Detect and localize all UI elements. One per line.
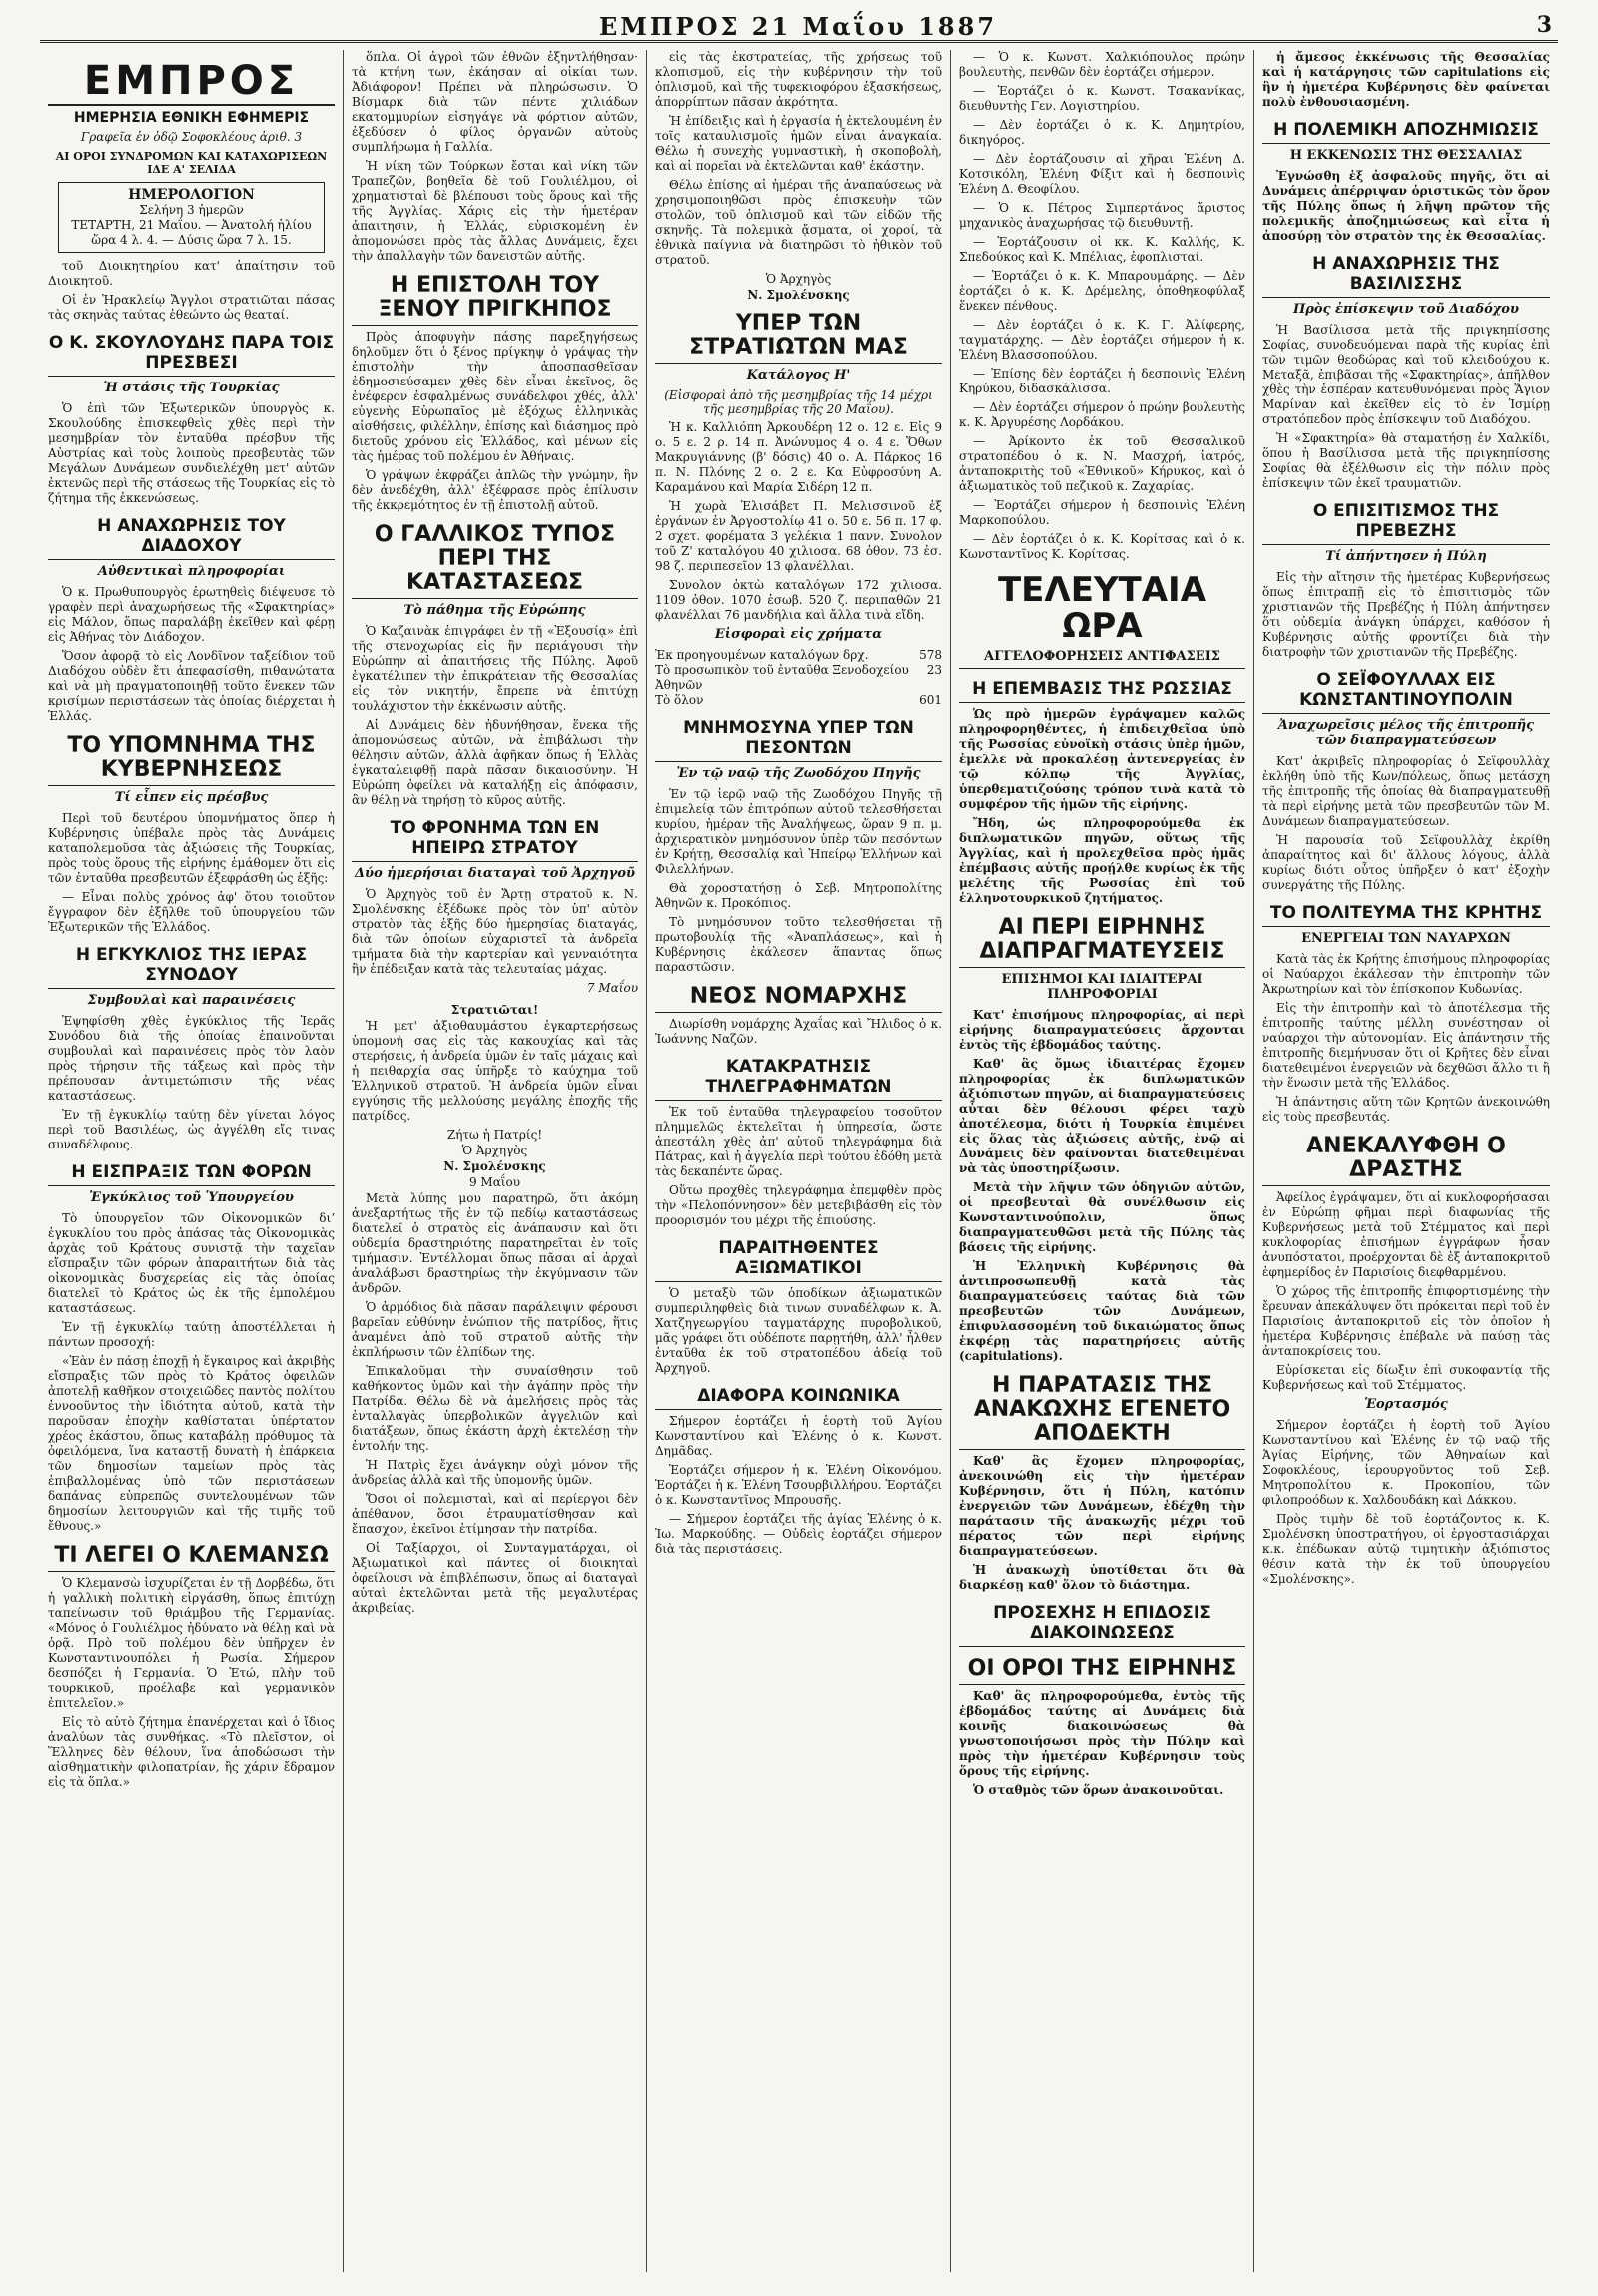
page-number: 3 [1536,12,1552,38]
article-text: Ὁ κ. Πρωθυπουργὸς ἐρωτηθεὶς διέψευσε τὸ γραφὲν περὶ ἀναχωρήσεως τῆς «Σφακτηρίας» εἰς Μάλον, ὅπως παραλάβῃ ἐκεῖθεν καὶ φέρῃ εἰς Ἀθήνας τὸν Διάδοχον. [48,585,335,644]
article-text: Ἐν τῇ ἐγκυκλίῳ ταύτῃ δὲν γίνεται λόγος περὶ τοῦ Βασιλέως, ὡς ἀγγέλθη εἴς τινας συναδέλφους. [48,1108,335,1151]
article-text: Σήμερον ἑορτάζει ἡ ἑορτὴ τοῦ Ἁγίου Κωνσταντίνου καὶ Ἑλένης ὁ κ. Κωνστ. Δημᾶδας. [655,1414,942,1458]
social-item: — Δὲν ἑορτάζει ὁ κ. Κ. Κορίτσας καὶ ὁ κ. Κωνσταντῖνος Κ. Κορίτσας. [959,532,1245,561]
article-text: Αἱ Δυνάμεις δὲν ἠδυνήθησαν, ἕνεκα τῆς ἀπομονώσεως αὐτῶν, νὰ ἐπιβάλωσι τὴν θέλησιν αὐτῶν, ἀλλὰ ἀφῆκαν ὅπως ἡ Ἑλλὰς ἐγκαταλειφθῇ παρὰ πᾶσαν δικαιοσύνην. Ἡ Εὐρώπη ὀφείλει νὰ καταλήξῃ εἰς ἀπόφασιν, ἂν θέλῃ νὰ τηρήσῃ τὸ κῦρος αὐτῆς. [352,718,638,807]
headline-synod: Η ΕΓΚΥΚΛΙΟΣ ΤΗΣ ΙΕΡΑΣ ΣΥΝΟΔΟΥ [48,945,335,989]
fund-row [655,648,942,663]
headline-clemenceau: ΤΙ ΛΕΓΕΙ Ο ΚΛΕΜΑΝΣΩ [48,1544,335,1572]
subheadline: Συμβουλαὶ καὶ παραινέσεις [87,993,296,1008]
subheadline: Η ΕΚΚΕΝΩΣΙΣ ΤΗΣ ΘΕΣΣΑΛΙΑΣ [1289,148,1523,163]
article-text: Τὸ μνημόσυνον τοῦτο τελεσθήσεται τῇ πρωτοβουλίᾳ τῆς «Ἀναπλάσεως», καὶ ἡ Κυβέρνησις ἐκάλεσεν ἅπαντας ὅπως παραστῶσιν. [655,915,942,974]
order-exclamation: Ζήτω ἡ Πατρίς! [446,1128,543,1142]
subheadline: Ἐγκύκλιος τοῦ Ὑπουργείου [89,1190,294,1205]
article-text: Εὐρίσκεται εἰς δίωξιν ἐπὶ συκοφαντίᾳ τῆς Κυβερνήσεως καὶ τοῦ Στέμματος. [1262,1363,1550,1392]
subheadline: Ἡ στάσις τῆς Τουρκίας [103,381,280,395]
fund-value: 601 [919,693,942,707]
headline-memorial: ΜΝΗΜΟΣΥΝΑ ΥΠΕΡ ΤΩΝ ΠΕΣΟΝΤΩΝ [655,718,942,762]
subheadline: Δύο ἡμερήσιαι διαταγαὶ τοῦ Ἀρχηγοῦ [354,866,636,881]
article-text: — Σήμερον ἑορτάζει τῆς ἁγίας Ἑλένης ὁ κ. Ἰω. Μαρκούδης. — Οὐδεὶς ἑορτάζει σήμερον διὰ τὰς περιστάσεις. [655,1512,942,1556]
article-text: Ὁ σταθμὸς τῶν ὅρων ἀνακοινοῦται. [973,1783,1224,1797]
fund-table [655,648,942,708]
social-item: — Ἐπίσης δὲν ἑορτάζει ἡ δεσποινὶς Ἑλένη Κηρύκου, διδασκάλισσα. [959,367,1245,395]
article-text: Ἑορτάζει σήμερον ἡ κ. Ἑλένη Οἰκονόμου. Ἑορτάζει ἡ κ. Ἑλένη Τσουρβιλλήρου. Ἑορτάζει ὁ κ. Κωνσταντῖνος Μπρουσῆς. [655,1463,942,1507]
article-text: Συνολον ὁκτὼ καταλόγων 172 χιλιοσα. 1109 ὀθον. 1070 ἐσωβ. 520 ζ. περιπαθῶν 21 φλανέλλαι 76 μανδήλια καὶ ἄλλα τινὰ εἴδη. [655,578,942,622]
article-text: Ὁ ἀρμόδιος διὰ πᾶσαν παράλειψιν φέρουσι βαρεῖαν εὐθύνην ἐνώπιον τῆς πατρίδος, ἥτις ἀναμένει ἀπὸ τοῦ στρατοῦ αὐτῆς τὴν ἐκπλήρωσιν τῶν ἐλπίδων της. [352,1300,638,1359]
subheadline: Τί ἀπήντησεν ἡ Πύλη [1325,549,1487,564]
subheadline: Αὐθεντικαὶ πληροφορίαι [97,564,286,579]
subheadline-feast: Ἑορτασμός [1364,1397,1448,1412]
headline-compensation: Η ΠΟΛΕΜΙΚΗ ΑΠΟΖΗΜΙΩΣΙΣ [1262,120,1550,144]
order-salutation [352,1003,638,1017]
article-text: Ἡ χωρὰ Ἐλισάβετ Π. Μελισσινοῦ ἐξ ἐργάνων ἐν Ἀργοστολίῳ 41 ο. 50 ε. 56 π. 17 φ. 2 σχετ. φορέματα 3 γελέκια 1 πανν. Συνολον τοῦ Ζ' καταλόγου 40 χιλιοσα. 68 ὀθον. 73 ἐσ. 98 ζ. περιπεσεῖον 13 φλανέλλαι. [655,499,942,573]
columns-container [40,50,1558,2272]
subheadline: Ἐν τῷ ναῷ τῆς Ζωοδόχου Πηγῆς [676,766,921,781]
subheadline: Κατάλογος Η' [746,368,851,383]
fund-note: (Εἰσφοραὶ ἀπὸ τῆς μεσημβρίας τῆς 14 μέχρι τῆς μεσημβρίας τῆς 20 Μαΐου). [664,388,933,416]
article-text: Περὶ τοῦ δευτέρου ὑπομνήματος ὅπερ ἡ Κυβέρνησις ὑπέβαλε πρὸς τὰς Δυνάμεις καταπολεμοῦσα τὰς ἀξιώσεις τῆς Τουρκίας, πρὸς τοὺς ὅρους τῆς εἰρήνης ἐμάθομεν ὅτι εἰς τῶν ἐνταῦθα πρεσβευτῶν ἐξεφράσθη ὡς ἑξῆς: [48,811,335,885]
social-item: — Ὁ κ. Κωνστ. Χαλκιόπουλος πρώην βουλευτὴς, πενθῶν δὲν ἑορτάζει σήμερον. [959,50,1245,79]
article-text: Θὰ χοροστατήσῃ ὁ Σεβ. Μητροπολίτης Ἀθηνῶν κ. Προκόπιος. [655,881,942,910]
newspaper-address: Γραφεῖα ἐν ὁδῷ Σοφοκλέους ἀριθ. 3 [80,130,303,144]
article-text: Ἐν τῇ ἐγκυκλίῳ ταύτῃ ἀποστέλλεται ἡ πάντων προσοχή: [48,1320,335,1349]
article-text: Ὅσον ἀφορᾷ τὸ εἰς Λονδῖνον ταξείδιον τοῦ Διαδόχου οὐδὲν ἔτι ἀπεφασίσθη, πιθανώτατα καὶ νὰ μὴ πραγματοποιηθῇ τοῦτο ἕνεκεν τῶν κρισίμων περιστάσεων τὰς ὁποίας διέρχεται ἡ Ἑλλάς. [48,649,335,723]
article-text: Μετὰ τὴν λῆψιν τῶν ὁδηγιῶν αὐτῶν, οἱ πρεσβευταὶ θὰ συνέλθωσιν εἰς Κωνσταντινούπολιν, ὅπως διαπραγματευθῶσι μετὰ τῆς Πύλης τὰς βάσεις τῆς εἰρήνης. [959,1180,1245,1254]
social-item: — Δὲν ἑορτάζουσιν αἱ χῆραι Ἑλένη Δ. Κοτσικόλη, Ἑλένη Φίξιτ καὶ ἡ δεσποινὶς Ἑλένη Δ. Θεοφίλου. [959,152,1245,196]
article-text: Καθ' ἃς ὅμως ἰδιαιτέρας ἔχομεν πληροφορίας ἐκ διπλωματικῶν ἀξιόπιστων πηγῶν, αἱ διαπραγματεύσεις αὗται δὲν θέλουσι φέρει ταχὺ ἀποτέλεσμα, διότι ἡ Τουρκία ἐπιμένει εἰς ὅλας τὰς ἀξιώσεις αὐτῆς, ἐνῷ αἱ Δυνάμεις δὲν φαίνονται διατεθειμέναι νὰ τὰς ὑποστηρίξωσιν. [959,1057,1245,1175]
headline-seifoullah: Ο ΣΕΪΦΟΥΛΛΑΧ ΕΙΣ ΚΩΝΣΤΑΝΤΙΝΟΥΠΟΛΙΝ [1262,670,1550,714]
calendar-box [58,182,325,253]
article-text: Καθ' ἃς ἔχομεν πληροφορίας, ἀνεκοινώθη εἰς τὴν ἡμετέραν Κυβέρνησιν, ὅτι ἡ Πύλη, κατόπιν ἐνεργειῶν τῶν Δυνάμεων, ἐδέχθη τὴν παράτασιν τῆς ἀνακωχῆς μέχρι τοῦ πέρατος τῶν περὶ εἰρήνης διαπραγματεύσεων. [959,1454,1245,1558]
fund-row [655,663,942,693]
fund-value: 23 [926,663,942,677]
article-text: Κατ' ἐπισήμους πληροφορίας, αἱ περὶ εἰρήνης διαπραγματεύσεις ἄρχονται ἐντὸς τῆς ἑβδομάδος ταύτης. [959,1008,1245,1052]
article-text: Πρὸς ἀποφυγὴν πάσης παρεξηγήσεως δηλοῦμεν ὅτι ὁ ξένος πρίγκηψ ὁ γράψας τὴν ἐπιστολὴν τὴν ἀποσπασθεῖσαν ἐδημοσιεύσαμεν χθὲς δὲν εἶναι ἐκεῖνος, ὃς ἐνέφερον ἐσφαλμένως συνάδελφοι χθές, ἀλλ' εὐγενὴς Εὐρωπαῖος μὲ ἐξόχως ἑλληνικὰς αἰσθήσεις, φιλέλλην, ἐπίσης καὶ διάσημος πρὸ διετοῦς χρόνου εἰς Ἑλλάδος, καὶ μένων εἰς τὰς ἡμέρας τοῦ πολέμου ἐν Ἀθήναις. [352,330,638,463]
headline-nomarch: ΝΕΟΣ ΝΟΜΑΡΧΗΣ [655,985,942,1013]
subheadline: Ἀναχωρεῖσις μέλος τῆς ἐπιτροπῆς τῶν διαπραγματεύσεων [1277,718,1535,748]
headline-taxes: Η ΕΙΣΠΡΑΞΙΣ ΤΩΝ ΦΟΡΩΝ [48,1162,335,1186]
headline-telegraph: ΚΑΤΑΚΡΑΤΗΣΙΣ ΤΗΛΕΓΡΑΦΗΜΑΤΩΝ [655,1057,942,1101]
newspaper-logo: ΕΜΠΡΟΣ [48,58,335,106]
article-text: Ἤδη, ὡς πληροφορούμεθα ἐκ διπλωματικῶν πηγῶν, οὕτως τῆς Ἀγγλίας, καὶ ἡ προλεχθεῖσα πρὸς ἡμᾶς ἐπέμβασις αὐτῆς προῄλθε κυρίως ἐκ τῆς μελέτης τῆς Ρωσσίας ἐπὶ τοῦ ἑλληνοτουρκικοῦ ζητήματος. [959,816,1245,905]
article-text: — Εἶναι πολὺς χρόνος ἀφ' ὅτου τοιοῦτον ἔγγραφον δὲν ἐξῆλθε τοῦ ὑπουργείου τῶν Ἐξωτερικῶν τῆς Ἑλλάδος. [48,890,335,934]
subheadline-money: Εἰσφοραὶ εἰς χρήματα [714,627,883,642]
headline-last-hour: ΤΕΛΕΥΤΑΙΑ ΩΡΑ [997,570,1207,646]
column-5 [1254,50,1558,2272]
subheadline: Τὸ πάθημα τῆς Εὐρώπης [403,603,586,618]
social-item: — Ἑορτάζει ὁ κ. Κ. Μπαρουμάρης. — Δὲν ἑορτάζει ὁ κ. Κ. Δρέμελης, ὁποθηκοφύλαξ ἕνεκεν πένθους. [959,269,1245,313]
social-item: — Δὲν ἑορτάζει σήμερον ὁ πρώην βουλευτὴς κ. Κ. Ἀργυρέσης Λορδάκου. [959,400,1245,429]
article-text: Ὁ χώρος τῆς ἐπιτροπῆς ἐπιφορτισμένης τὴν ἔρευναν ἀπεκάλυψεν ὅτι πρόκειται περὶ τοῦ ἐν Παρισίοις ἀνταποκριτοῦ εἰς τὸν ὁποῖον ἡ ἡμετέρα Κυβέρνησις ἐπέβαλε νὰ παύσῃ τὰς ἀνταποκρίσεις του. [1262,1284,1550,1358]
headline-preveza: Ο ΕΠΙΣΙΤΙΣΜΟΣ ΤΗΣ ΠΡΕΒΕΖΗΣ [1262,501,1550,545]
masthead [40,10,1558,43]
article-text: Τὸ ὑπουργεῖον τῶν Οἰκονομικῶν διʼ ἐγκυκλίου του πρὸς ἁπάσας τὰς Οἰκονομικὰς ἀρχὰς τοῦ Κράτους συνιστᾷ τὴν ταχεῖαν εἴσπραξιν τῶν φόρων ἀπαραιτήτων διὰ τὰς οἰκονομικὰς δυσχερείας εἰς τὰς ὁποίας διατελεῖ τὸ Κράτος ὡς ἐκ τῆς ἐμπολέμου καταστάσεως. [48,1211,335,1315]
column-2 [344,50,647,2272]
social-item: — Δὲν ἑορτάζει ὁ κ. Κ. Δημητρίου, δικηγόρος. [959,118,1245,147]
article-text: Ἡ μετ' ἀξιοθαυμάστου ἐγκαρτερήσεως ὑπομονὴ σας εἰς τὰς κακουχίας καὶ τὰς στερήσεις, ἡ ἀνδρεία ὑμῶν ἐν ταῖς μάχαις καὶ ἡ πειθαρχία σας ὑπῆρξε τὸ καύχημα τοῦ Ἑλληνικοῦ στρατοῦ. Ἡ ἀνδρεία ὑμῶν εἶναι εγγύησις τῆς μελλούσης μεγάλης ἐποχῆς τῆς πατρίδος. [352,1019,638,1123]
social-item: — Ἑορτάζει σήμερον ἡ δεσποινὶς Ἑλένη Μαρκοπούλου. [959,498,1245,527]
headline-notification: ΠΡΟΣΕΧΗΣ Η ΕΠΙΔΟΣΙΣ ΔΙΑΚΟΙΝΩΣΕΩΣ [959,1603,1245,1647]
social-item: — Ἑορτάζει ὁ κ. Κωνστ. Τσακανίκας, διευθυντὴς Γεν. Λογιστηρίου. [959,84,1245,113]
article-text: Σήμερον ἑορτάζει ἡ ἑορτὴ τοῦ Ἁγίου Κωνσταντίνου καὶ Ἑλένης ἐν τῷ ναῷ τῆς Ἁγίας Εἰρήνης, τῶν Ἀθηναίων καὶ Σοφοκλέους, ἱερουργοῦντος τοῦ Σεβ. Μητροπολίτου κ. Προκοπίου, τῶν φιλοπροόδων κ. Χαλδουδάκη καὶ Δάκκου. [1262,1418,1550,1507]
headline-armistice: Η ΠΑΡΑΤΑΣΙΣ ΤΗΣ ΑΝΑΚΩΧΗΣ ΕΓΕΝΕΤΟ ΑΠΟΔΕΚΤΗ [959,1374,1245,1450]
fund-value: 578 [919,648,942,662]
article-text: Ἐπικαλοῦμαι τὴν συναίσθησιν τοῦ καθήκοντος ὑμῶν καὶ τὴν ἀγάπην πρὸς τὴν Πατρίδα. Θέλω δὲ νὰ ἀμελήσεις πρὸς τὰς ἐνταλλαγὰς ὑπερβολικῶν ἀγγελιῶν καὶ διατάξεων, ὅπως ἐκάστη ἀρχὴ ἐκτελέσῃ τὴν ἐντολήν της. [352,1364,638,1453]
article-text: τοῦ Διοικητηρίου κατ' ἀπαίτησιν τοῦ Διοικητοῦ. [48,259,335,288]
order-date: 9 Μαΐου [468,1175,521,1189]
headline-culprit: ΑΝΕΚΑΛΥΦΘΗ Ο ΔΡΑΣΤΗΣ [1262,1135,1550,1186]
column-3 [647,50,951,2272]
article-text: Μετὰ λύπης μου παρατηρῶ, ὅτι ἀκόμη ἀνεξαρτήτως τῆς ἐν τῷ πεδίῳ καταστάσεως διατελεῖ ὁ στρατὸς εἰς ἀνάπαυσιν καὶ ὅτι οὐδεμία δραστηριότης παρατηρεῖται ἐν τοῖς τμήμασιν. Ἐντέλλομαι ὅπως πᾶσαι αἱ ἀρχαὶ ἀναλάβωσι δραστηρίως τὴν ἐκγύμνασιν τῶν ἀνδρῶν. [352,1191,638,1295]
subscription-note: ΑΙ ΟΡΟΙ ΣΥΝΔΡΟΜΩΝ ΚΑΙ ΚΑΤΑΧΩΡΙΣΕΩΝ ΙΔΕ Α' ΣΕΛΙΔΑ [55,150,328,176]
article-text: Εἰς τὴν αἴτησιν τῆς ἡμετέρας Κυβερνήσεως ὅπως ἐπιτραπῇ εἰς τὸ ἐπισιτισμὸς τῶν χριστιανῶν τῆς Πρεβέζης ἡ Πύλη ἀπήντησεν ὅτι οὐδεμία ἀνάγκη ὑπάρχει, καθόσον ἡ Κυβέρνησις αὐτῆς φροντίζει διὰ τὴν διατροφὴν τῶν χριστιανῶν τῆς Πρεβέζης. [1262,570,1550,659]
subheadline: Τί εἶπεν εἰς πρέσβυς [114,790,269,805]
article-text: Ἡ ἀνακωχὴ ὑποτίθεται ὅτι θὰ διαρκέσῃ καθ' ὅλον τὸ διάστημα. [959,1563,1245,1592]
article-text: «Ἐὰν ἐν πάσῃ ἐποχῇ ἡ ἔγκαιρος καὶ ἀκριβὴς εἴσπραξις τῶν πρὸς τὸ Κράτος ὀφειλῶν ἀποτελῇ καθῆκον στοιχειῶδες παντὸς πολίτου ἐννοοῦντος τὴν ἰδιότητα αὐτοῦ, κατὰ τὴν παροῦσαν ἐποχὴν καθίσταται ὑπέρτατον χρέος ἑκάστου, ὅπως καταβάλῃ πρόθυμος τὰ ὀφειλόμενα, ἵνα καταστῇ δυνατὴ ἡ ἐπάρκεια τῶν δημοσίων ταμείων πρὸς τὰς ἐπιβαλλομένας ὑπὸ τῶν περιστάσεων δαπάνας εὐπρεπῶς συντελουμένων τῶν δημοσίων λειτουργιῶν καὶ τῆς τιμῆς τοῦ ἔθνους.» [48,1354,335,1533]
headline-social: ΔΙΑΦΟΡΑ ΚΟΙΝΩΝΙΚΑ [655,1386,942,1410]
article-text: Οἱ Ταξίαρχοι, οἱ Συνταγματάρχαι, οἱ Ἀξιωματικοὶ καὶ πάντες οἱ διοικηταὶ ὀφείλουσι νὰ ἐπιβλέπωσιν, ὅπως αἱ διαταγαὶ αὐταὶ ἐκτελῶνται μετὰ τῆς μεγαλυτέρας ἀκριβείας. [352,1541,638,1615]
signature-name-text: Ν. Σμολένσκης [747,288,850,302]
headline-crete: ΤΟ ΠΟΛΙΤΕΥΜΑ ΤΗΣ ΚΡΗΤΗΣ [1262,903,1550,927]
article-text: Ἡ Πατρὶς ἔχει ἀνάγκην οὐχὶ μόνον τῆς ἀνδρείας ἀλλὰ καὶ τῆς ὑπομονῆς ὑμῶν. [352,1458,638,1487]
salutation-text: Στρατιῶται! [450,1003,539,1017]
article-text: Ἡ ἐπίδειξις καὶ ἡ ἐργασία ἡ ἐκτελουμένη ἐν τοῖς καταυλισμοῖς ἡμῶν εἶναι ἀναγκαία. Θέλω ἡ συνεχὴς γυμναστικὴ, ἡ σκοποβολὴ, καὶ αἱ πορεῖαι νὰ ἐκτελῶνται καθ' ἑκάστην. [655,114,942,173]
calendar-sun: ΤΕΤΑΡΤΗ, 21 Μαΐου. — Ἀνατολή ἡλίου ὥρα 4 λ. 4. — Δύσις ὥρα 7 λ. 15. [71,218,312,247]
headline-memorandum: ΤΟ ΥΠΟΜΝΗΜΑ ΤΗΣ ΚΥΒΕΡΝΗΣΕΩΣ [48,734,335,786]
order-date: 7 Μαΐου [586,981,638,995]
article-text: Ὁ Ἀρχηγὸς τοῦ ἐν Ἄρτῃ στρατοῦ κ. Ν. Σμολένσκης ἐξέδωκε πρὸς τὸν ὑπ' αὐτὸν στρατὸν τὰς ἑξῆς δύο ἡμερησίας διαταγάς, διὰ τῶν ὁποίων εὐχαριστεῖ τὰ ἀνδρεῖα τμήματα διὰ τὴν καρτερίαν καὶ γενναιότητα ἣν ἐπέδειξαν κατὰ τὰς τελευταίας μάχας. [352,887,638,976]
headline-minister: Ο Κ. ΣΚΟΥΛΟΥΔΗΣ ΠΑΡΑ ΤΟΙΣ ΠΡΕΣΒΕΣΙ [48,333,335,377]
article-text: Ὁ Καζαινὰκ ἐπιγράφει ἐν τῇ «Ἐξουσίᾳ» ἐπὶ τῆς στενοχωρίας εἰς ἣν περιάγουσι τὴν Εὐρώπην αἱ ἀπαιτήσεις τῆς Πύλης. Ἀφοῦ ἐγκατέλιπεν τὴν ἐπικράτειαν τῆς Θεσσαλίας εἰς τὸν νικητήν, ἔπρεπε νὰ ἐπιτύχῃ τουλάχιστον τὴν ἐκκένωσιν αὐτῆς. [352,624,638,713]
article-text: Ὁ μεταξὺ τῶν ὁποδίκων ἀξιωματικῶν συμπεριληφθεὶς διὰ τινων συναδέλφων κ. Ἀ. Χατζηγεωργίου ταγματάρχης πυροβολικοῦ, μᾶς γράφει ὅτι οὐδέποτε παρῃτήθη, ἀλλ' ἦλθεν ἐνταῦθα ἐκ τοῦ στρατοπέδου ἀδείᾳ τοῦ Ἀρχηγοῦ. [655,1286,942,1375]
headline-queen-departure: Η ΑΝΑΧΩΡΗΣΙΣ ΤΗΣ ΒΑΣΙΛΙΣΣΗΣ [1262,254,1550,298]
signature-title: Ὁ Ἀρχηγὸς [765,272,832,286]
newspaper-date-header: ΕΜΠΡΟΣ 21 Μαΐου 1887 [599,12,998,41]
headline-french-press: Ο ΓΑΛΛΙΚΟΣ ΤΥΠΟΣ ΠΕΡΙ ΤΗΣ ΚΑΤΑΣΤΑΣΕΩΣ [352,523,638,599]
subheadline: ΕΠΙΣΗΜΟΙ ΚΑΙ ΙΔΙΑΙΤΕΡΑΙ ΠΛΗΡΟΦΟΡΙΑΙ [1001,972,1203,1002]
headline-officers: ΠΑΡΑΙΤΗΘΕΝΤΕΣ ΑΞΙΩΜΑΤΙΚΟΙ [655,1238,942,1282]
article-text: Ἡ «Σφακτηρία» θὰ σταματήσῃ ἐν Χαλκίδι, ὅπου ἡ Βασίλισσα μετὰ τῆς πριγκηπίσσης Σοφίας θὰ ἐξέλθωσιν εἰς τὴν πόλιν πρὸς ἐπίσκεψιν τῶν ἐκεῖ τραυματιῶν. [1262,431,1550,490]
article-text: Ἐν τῷ ἱερῷ ναῷ τῆς Ζωοδόχου Πηγῆς τῇ ἐπιμελείᾳ τῶν ἐπιτρόπων αὐτοῦ τελεσθήσεται κυρίου, ἡμέραν τῆς Ἀναλήψεως, ὥραν 9 π. μ. ἀρχιερατικὸν μνημόσυνον ὑπὲρ τῶν πεσόντων ἐν Κρήτῃ, Θεσσαλίᾳ καὶ Ἠπείρῳ Ἑλλήνων καὶ Φιλελλήνων. [655,787,942,876]
article-text: Ἐγνώσθη ἐξ ἀσφαλοῦς πηγῆς, ὅτι αἱ Δυνάμεις ἀπέρριψαν ὁριστικῶς τὸν ὅρον τῆς Πύλης ὅπως ἡ λῆψη πρῶτον τῆς πολεμικῆς ἀποζημιώσεως καὶ εἶτα ἡ ἀποσύρῃ τὸν στρατὸν της ἐκ Θεσσαλίας. [1262,169,1550,243]
subheadline: ΑΓΓΕΛΟΦΟΡΗΣΕΙΣ ΑΝΤΙΦΑΣΕΙΣ [959,649,1245,669]
headline-peace-talks: ΑΙ ΠΕΡΙ ΕΙΡΗΝΗΣ ΔΙΑΠΡΑΓΜΑΤΕΥΣΕΙΣ [959,916,1245,968]
article-text: Ὡς πρὸ ἡμερῶν ἐγράψαμεν καλῶς πληροφορηθέντες, ἡ ἐπιδειχθεῖσα ὑπὸ τῆς Ρωσσίας εὐνοϊκὴ στάσις ὑπὲρ ἡμῶν, ἐμελλε νὰ προκαλέσῃ ἀντενεργείας ἐν τῷ κόλπῳ τῆς Ἀγγλίας, ὑπερθεματιζούσης τρόπον τινὰ κατὰ τὸ συμφέρον τῆς ἡμῶν τῆς εἰρήνης. [959,707,1245,811]
signature-name-text: Ν. Σμολένσκης [443,1159,546,1173]
fund-row [655,693,942,708]
article-text: Ἡ Βασίλισσα μετὰ τῆς πριγκηπίσσης Σοφίας, συνοδευόμεναι παρὰ τῆς κυρίας ἐπὶ τῶν τιμῶν θεοδώρας καὶ τοῦ κλειδούχου κ. Μεταξᾶ, ἐπιβᾶσαι τῆς «Σφακτηρίας», ἀπῆλθον χθὲς τὴν ἑσπέραν κατευθυνόμεναι πρὸς Ἅγιον Μαρίναν καὶ ἐκεῖθεν εἰς τὸ ἐν Ἰσμίρῃ στρατόπεδον πρὸς ἐπίσκεψιν τοῦ Διαδόχου. [1262,323,1550,426]
calendar-title: ΗΜΕΡΟΛΟΓΙΟΝ [128,187,255,203]
article-text: Ὁ γράψων ἐκφράζει ἁπλῶς τὴν γνώμην, ἣν δὲν ἀνεδέχθη, ἀλλ' ἐξέφρασε πρὸς ἐπίλυσιν τῆς ἐκκρεμότητος ἐν τῇ ἐπιστολῇ αὐτοῦ. [352,468,638,512]
article-text: Ὁ Κλεμανσὼ ἰσχυρίζεται ἐν τῇ Δορβέδω, ὅτι ἡ γαλλικὴ πολιτικὴ εἰργάσθη, ὅπως ἐπιτύχῃ ταπείνωσιν τοῦ θριάμβου τῆς Γερμανίας. «Μόνος ὁ Γουλιέλμος ἠδύνατο νὰ θέλῃ καὶ νὰ ὁρᾷ. Πρὸ τοῦ πολέμου δὲν ὑπῆρχεν ἐν Κωνσταντινουπόλει ἡ Ρωσία. Σήμερον δεσπόζει ἡ Γερμανία. Ὁ Ἑτώ, πλὴν τοῦ τουρκικοῦ, προέλαβε καὶ γερμανικὸν ἐπιτελεῖον.» [48,1576,335,1710]
article-text: ὅπλα. Οἱ ἀγροὶ τῶν ἐθνῶν ἐξηντλήθησαν· τὰ κτήνη των, ἐκάησαν αἱ οἰκίαι των. Ἀδιάφορον! Πρέπει νὰ πληρώσωσιν. Ὁ Βίσμαρκ διὰ τῶν πέντε χιλιάδων εκατομμυρίων εἰσηγάγε νὰ φόρτιον αὐτῶν, ἐξεδύσεν ὁ φίλος ὀργανῶν αὐτοὺς συμπλήρωμα ἡ Γαλλία. [352,50,638,154]
social-item: — Ἑορτάζουσιν οἱ κκ. Κ. Καλλής, Κ. Σπεδούκος καὶ Κ. Μπέλιας, ἐφοπλισταί. [959,235,1245,264]
headline-letter: Η ΕΠΙΣΤΟΛΗ ΤΟΥ ΞΕΝΟΥ ΠΡΙΓΚΗΠΟΣ [352,274,638,326]
article-text: Ἡ παρουσία τοῦ Σεϊφουλλὰχ ἐκρίθη ἀπαραίτητος καὶ δι' ἄλλους λόγους, ἀλλὰ κυρίως διότι οὗτος ὑπῆρξεν ὁ κατ' ἐξοχὴν συνεργάτης τῆς Πύλης. [1262,833,1550,892]
article-text: Πρὸς τιμὴν δὲ τοῦ ἑορτάζοντος κ. Κ. Σμολένσκη ὑποστρατήγου, οἱ ἐργοστασιάρχαι κ.κ. ἐπέδωκαν αὐτῷ τιμητικὴν ἀξιόπιστος θέσιν κατὰ τὴν ἐκ τοῦ ὑπουργείου «Σμολένσκης». [1262,1512,1550,1586]
article-text: Ἐψηφίσθη χθὲς ἐγκύκλιος τῆς Ἱερᾶς Συνόδου διὰ τῆς ὁποίας ἐπαινοῦνται συμβουλαὶ καὶ παραινέσεις πρὸς τὸν λαὸν πρὸς τήρησιν τῆς τάξεως καὶ πρὸς τὴν πρέπουσαν ἀντιμετώπισιν τῆς νέας καταστάσεως. [48,1014,335,1103]
article-text: Ἀφείλος ἐγράψαμεν, ὅτι αἱ κυκλοφορήσασαι ἐν Εὐρώπῃ φῆμαι περὶ διαφωνίας τῆς Κυβερνήσεως μετὰ τοῦ Στέμματος καὶ περὶ κυκλοφορίας ἐπισήμων ἐγγράφων ἦσαν ἀνυπόστατοι, προέρχονται δὲ ἐξ ἀνταποκριτοῦ ἐφημερίδος ἐν Παρισίοις διεφθαρμένου. [1262,1190,1550,1279]
column-4 [951,50,1254,2272]
column-1 [40,50,344,2272]
article-text: Καθ' ἃς πληροφορούμεθα, ἐντὸς τῆς ἑβδομάδος ταύτης αἱ Δυνάμεις διὰ κοινῆς διακοινώσεως θὰ γνωστοποιήσωσι πρὸς τὴν Πύλην καὶ πρὸς τὴν ἡμετέραν Κυβέρνησιν τοὺς ὅρους τῆς εἰρήνης. [959,1689,1245,1778]
headline-russia: Η ΕΠΕΜΒΑΣΙΣ ΤΗΣ ΡΩΣΣΙΑΣ [959,679,1245,703]
headline-soldiers-fund: ΥΠΕΡ ΤΩΝ ΣΤΡΑΤΙΩΤΩΝ ΜΑΣ [655,312,942,364]
subheadline: ΕΝΕΡΓΕΙΑΙ ΤΩΝ ΝΑΥΑΡΧΩΝ [1301,931,1511,946]
article-text: Εἰς τὸ αὐτὸ ζήτημα ἐπανέρχεται καὶ ὁ ἴδιος ἀναλύων τὰς συνθήκας. «Τὸ πλεῖστον, οἱ Ἕλληνες δὲν θέλουν, ἵνα ἀποδώσωσι τὴν αἰσθηματικὴν φιλοπατρίαν, ἢς χάριν ἔδραμον εἰς τὰ ὅπλα.» [48,1715,335,1789]
headline-peace-terms: ΟΙ ΟΡΟΙ ΤΗΣ ΕΙΡΗΝΗΣ [959,1657,1245,1685]
social-item: — Ὁ κ. Πέτρος Σιμπερτάνος ἄριστος μηχανικὸς ἀναχωρήσας τῷ διευθυντῇ. [959,201,1245,230]
article-text: Ὅσοι οἱ πολεμισταὶ, καὶ αἱ περίεργοι δὲν ἀπέθανον, ὅσοι ἐτραυματίσθησαν καὶ ἔπασχον, ἐκεῖνοι ἐτίμησαν τὴν πατρίδα. [352,1492,638,1536]
article-text: Οὕτω προχθὲς τηλεγράφημα ἐπεμφθὲν πρὸς τὴν «Πελοπόννησον» δὲν μετεβιβάσθη εἰς τὸν προορισμόν του μέχρι τῆς ἐπιούσης. [655,1183,942,1227]
article-text: Θέλω ἐπίσης αἱ ἡμέραι τῆς ἀναπαύσεως νὰ χρησιμοποιηθῶσι πρὸς ἐπισκευὴν τῶν στολῶν, τοῦ ὁπλισμοῦ καὶ τῶν εἰδῶν τῆς σκηνῆς. Τὰ πολεμικὰ ᾄσματα, οἱ χοροί, τὰ ἐθνικὰ παίγνια νὰ διατηρῶσι τὸ ἠθικὸν τοῦ στρατοῦ. [655,178,942,267]
newspaper-subtitle: ΗΜΕΡΗΣΙΑ ΕΘΝΙΚΗ ΕΦΗΜΕΡΙΣ [73,110,310,126]
article-text: Εἰς τὴν ἐπιτροπὴν καὶ τὸ ἀποτέλεσμα τῆς ἐπιτροπῆς ταύτης μέλλη συνέστησαν οἱ ναύαρχοι τὴν αὐτονομίαν. Εἰς ἀπάντησιν τῆς ἐπιτροπῆς διεμήνυσαν ὅτι οἱ Κρῆτες δὲν εἶναι διατεθειμένοι ἐνεργειῶν νὰ δεχθῶσι ἄλλο τι ἢ τὴν ἕνωσιν μετὰ τῆς Ἑλλάδος. [1262,1001,1550,1090]
article-text: ἡ ἄμεσος ἐκκένωσις τῆς Θεσσαλίας καὶ ἡ κατάργησις τῶν capitulations εἰς ἣν ἡ ἡμετέρα Κυβέρνησις δὲν φαίνεται πολὺ ἐνθουσιασμένη. [1262,50,1550,109]
article-text: Ἡ νίκη τῶν Τούρκων ἔσται καὶ νίκη τῶν Τραπεζῶν, βοηθεῖα δὲ τοῦ Γουλιέλμου, οἱ χρηματισταὶ δὲ βλέπουσι τοὺς ὅρους καὶ τῆς τῆς Ἀγγλίας. Χάρις εἰς τὴν ἡμετέραν ἀπαιτησιν, ἡ Ἑλλάς, εὐρισκομένη ἐν ἀπομονώσει πρὸς τὰς ἄλλας Δυνάμεις, ἔχει τὴν ἀπαλλαγὴν τῶν δανειστῶν αὐτῆς. [352,159,638,263]
social-item: — Δὲν ἑορτάζει ὁ κ. Κ. Γ. Ἀλίφερης, ταγματάρχης. — Δὲν ἑορτάζει σήμερον ἡ κ. Ἑλένη Βλασσοπούλου. [959,318,1245,362]
article-text: Ἐκ τοῦ ἐνταῦθα τηλεγραφείου τοσοῦτον πλημμελῶς ἐκτελεῖται ἡ ὑπηρεσία, ὥστε ἀπεστάλη χθὲς ἀπ' αὐτοῦ τηλεγράφημα διὰ Πάτρας, καὶ ἡ ἀγγελία περὶ τούτου ἐδόθη μετὰ τὰς δεκαπέντε ὥρας. [655,1105,942,1178]
article-text: Ἡ Ἑλληνικὴ Κυβέρνησις θὰ ἀντιπροσωπευθῇ κατὰ τὰς διαπραγματεύσεις ταύτας διὰ τῶν πρεσβευτῶν τῶν Δυνάμεων, ἐπιφυλασσομένη τοῦ δικαιώματος ὅπως ἐκφέρῃ τὰς παρατηρήσεις αὐτῆς (capitulations). [959,1259,1245,1363]
fund-label: Ἐκ προηγουμένων καταλόγων δρχ. [655,648,869,662]
article-text: εἰς τὰς ἐκστρατείας, τῆς χρήσεως τοῦ κλοπισμοῦ, εἰς τὴν κυβέρνησιν τὴν τοῦ ὁπλισμοῦ, καὶ τῆς τυφεκιοφόρου ἐξασκήσεως, ἀπορρίπτων πᾶσαν ἀκρότητα. [655,50,942,109]
social-item: — Ἀρίκοντο ἐκ τοῦ Θεσσαλικοῦ στρατοπέδου ὁ κ. Ν. Μασχρή, ἰατρός, ἀνταποκριτὴς τοῦ «Ἐθνικοῦ» Κήρυκος, καὶ ὁ ἀξιωματικὸς τοῦ πεζικοῦ κ. Ζαχαρίας. [959,434,1245,493]
calendar-moon: Σελήνη 3 ἡμερῶν [139,203,244,217]
signature-title: Ὁ Ἀρχηγὸς [461,1144,528,1157]
article-text: Οἱ ἐν Ἡρακλείῳ Ἄγγλοι στρατιῶται πάσας τὰς σκηνὰς ταύτας ἐθεώντο ὡς θεαταί. [48,293,335,322]
subheadline: Πρὸς ἐπίσκεψιν τοῦ Διαδόχου [1293,302,1519,317]
article-text: Κατ' ἀκριβεῖς πληροφορίας ὁ Σεϊφουλλὰχ ἐκλήθη ὑπὸ τῆς Κων/πόλεως, ὅπως μετάσχη τῆς ἐπιτροπῆς τῆς ὁποίας θὰ διαπραγματευθῇ τὰ περὶ εἰρήνης μετὰ τῶν πρεσβευτῶν τῶν Μ. Δυνάμεων διαπραγματεύσεων. [1262,754,1550,828]
article-text: Διωρίσθη νομάρχης Ἀχαΐας καὶ Ἤλιδος ὁ κ. Ἰωάννης Ναζῶν. [655,1017,942,1046]
fund-label: Τὸ ὅλον [655,693,704,707]
fund-label: Τὸ προσωπικὸν τοῦ ἐνταῦθα Ξενοδοχείου Ἀθηνῶν [655,663,909,692]
signature-name [655,288,942,302]
article-text: Ὁ ἐπὶ τῶν Ἐξωτερικῶν ὑπουργὸς κ. Σκουλούδης ἐπισκεφθεὶς χθὲς περὶ τὴν μεσημβρίαν τὸν ἐνταῦθα πρέσβυν τῆς Αὐστρίας καὶ τοὺς λοιποὺς πρεσβευτὰς τῶν Μεγάλων Δυνάμεων συνδιελέχθη μετ' αὐτῶν ἐκτενῶς περὶ τῆς στάσεως τῆς Τουρκίας εἰς τὸ ζήτημα τῆς ἐκκενώσεως. [48,401,335,505]
article-text: Κατὰ τὰς ἐκ Κρήτης ἐπισήμους πληροφορίας οἱ Ναύαρχοι ἐκάλεσαν τὴν ἐπιτροπὴν τῶν Ἀκρωτηρίων καὶ τὸν ἐπίσκοπον Κυδωνίας. [1262,952,1550,996]
signature-name [352,1159,638,1173]
article-text: Ἡ κ. Καλλιόπη Ἀρκουδέρη 12 ο. 12 ε. Εἰς 9 ο. 5 ε. 2 ρ. 14 π. Ἀνώνυμος 4 ο. 4 ε. Ὅθων Μακρυγιάννης (β' δόσις) 40 ο. Α. Πάρκος 16 π. Ν. Πλόνης 2 ο. 2 ε. Κα Εὐφροσύνη Α. Καραμάνου καὶ Μαρία Σιδέρη 12 π. [655,420,942,494]
headline-diadochos: Η ΑΝΑΧΩΡΗΣΙΣ ΤΟΥ ΔΙΑΔΟΧΟΥ [48,516,335,560]
article-text: Ἡ ἀπάντησις αὕτη τῶν Κρητῶν ἀνεκοινώθη εἰς τοὺς πρεσβευτάς. [1262,1095,1550,1124]
headline-army-morale: ΤΟ ΦΡΟΝΗΜΑ ΤΩΝ ΕΝ ΗΠΕΙΡΩ ΣΤΡΑΤΟΥ [352,818,638,862]
